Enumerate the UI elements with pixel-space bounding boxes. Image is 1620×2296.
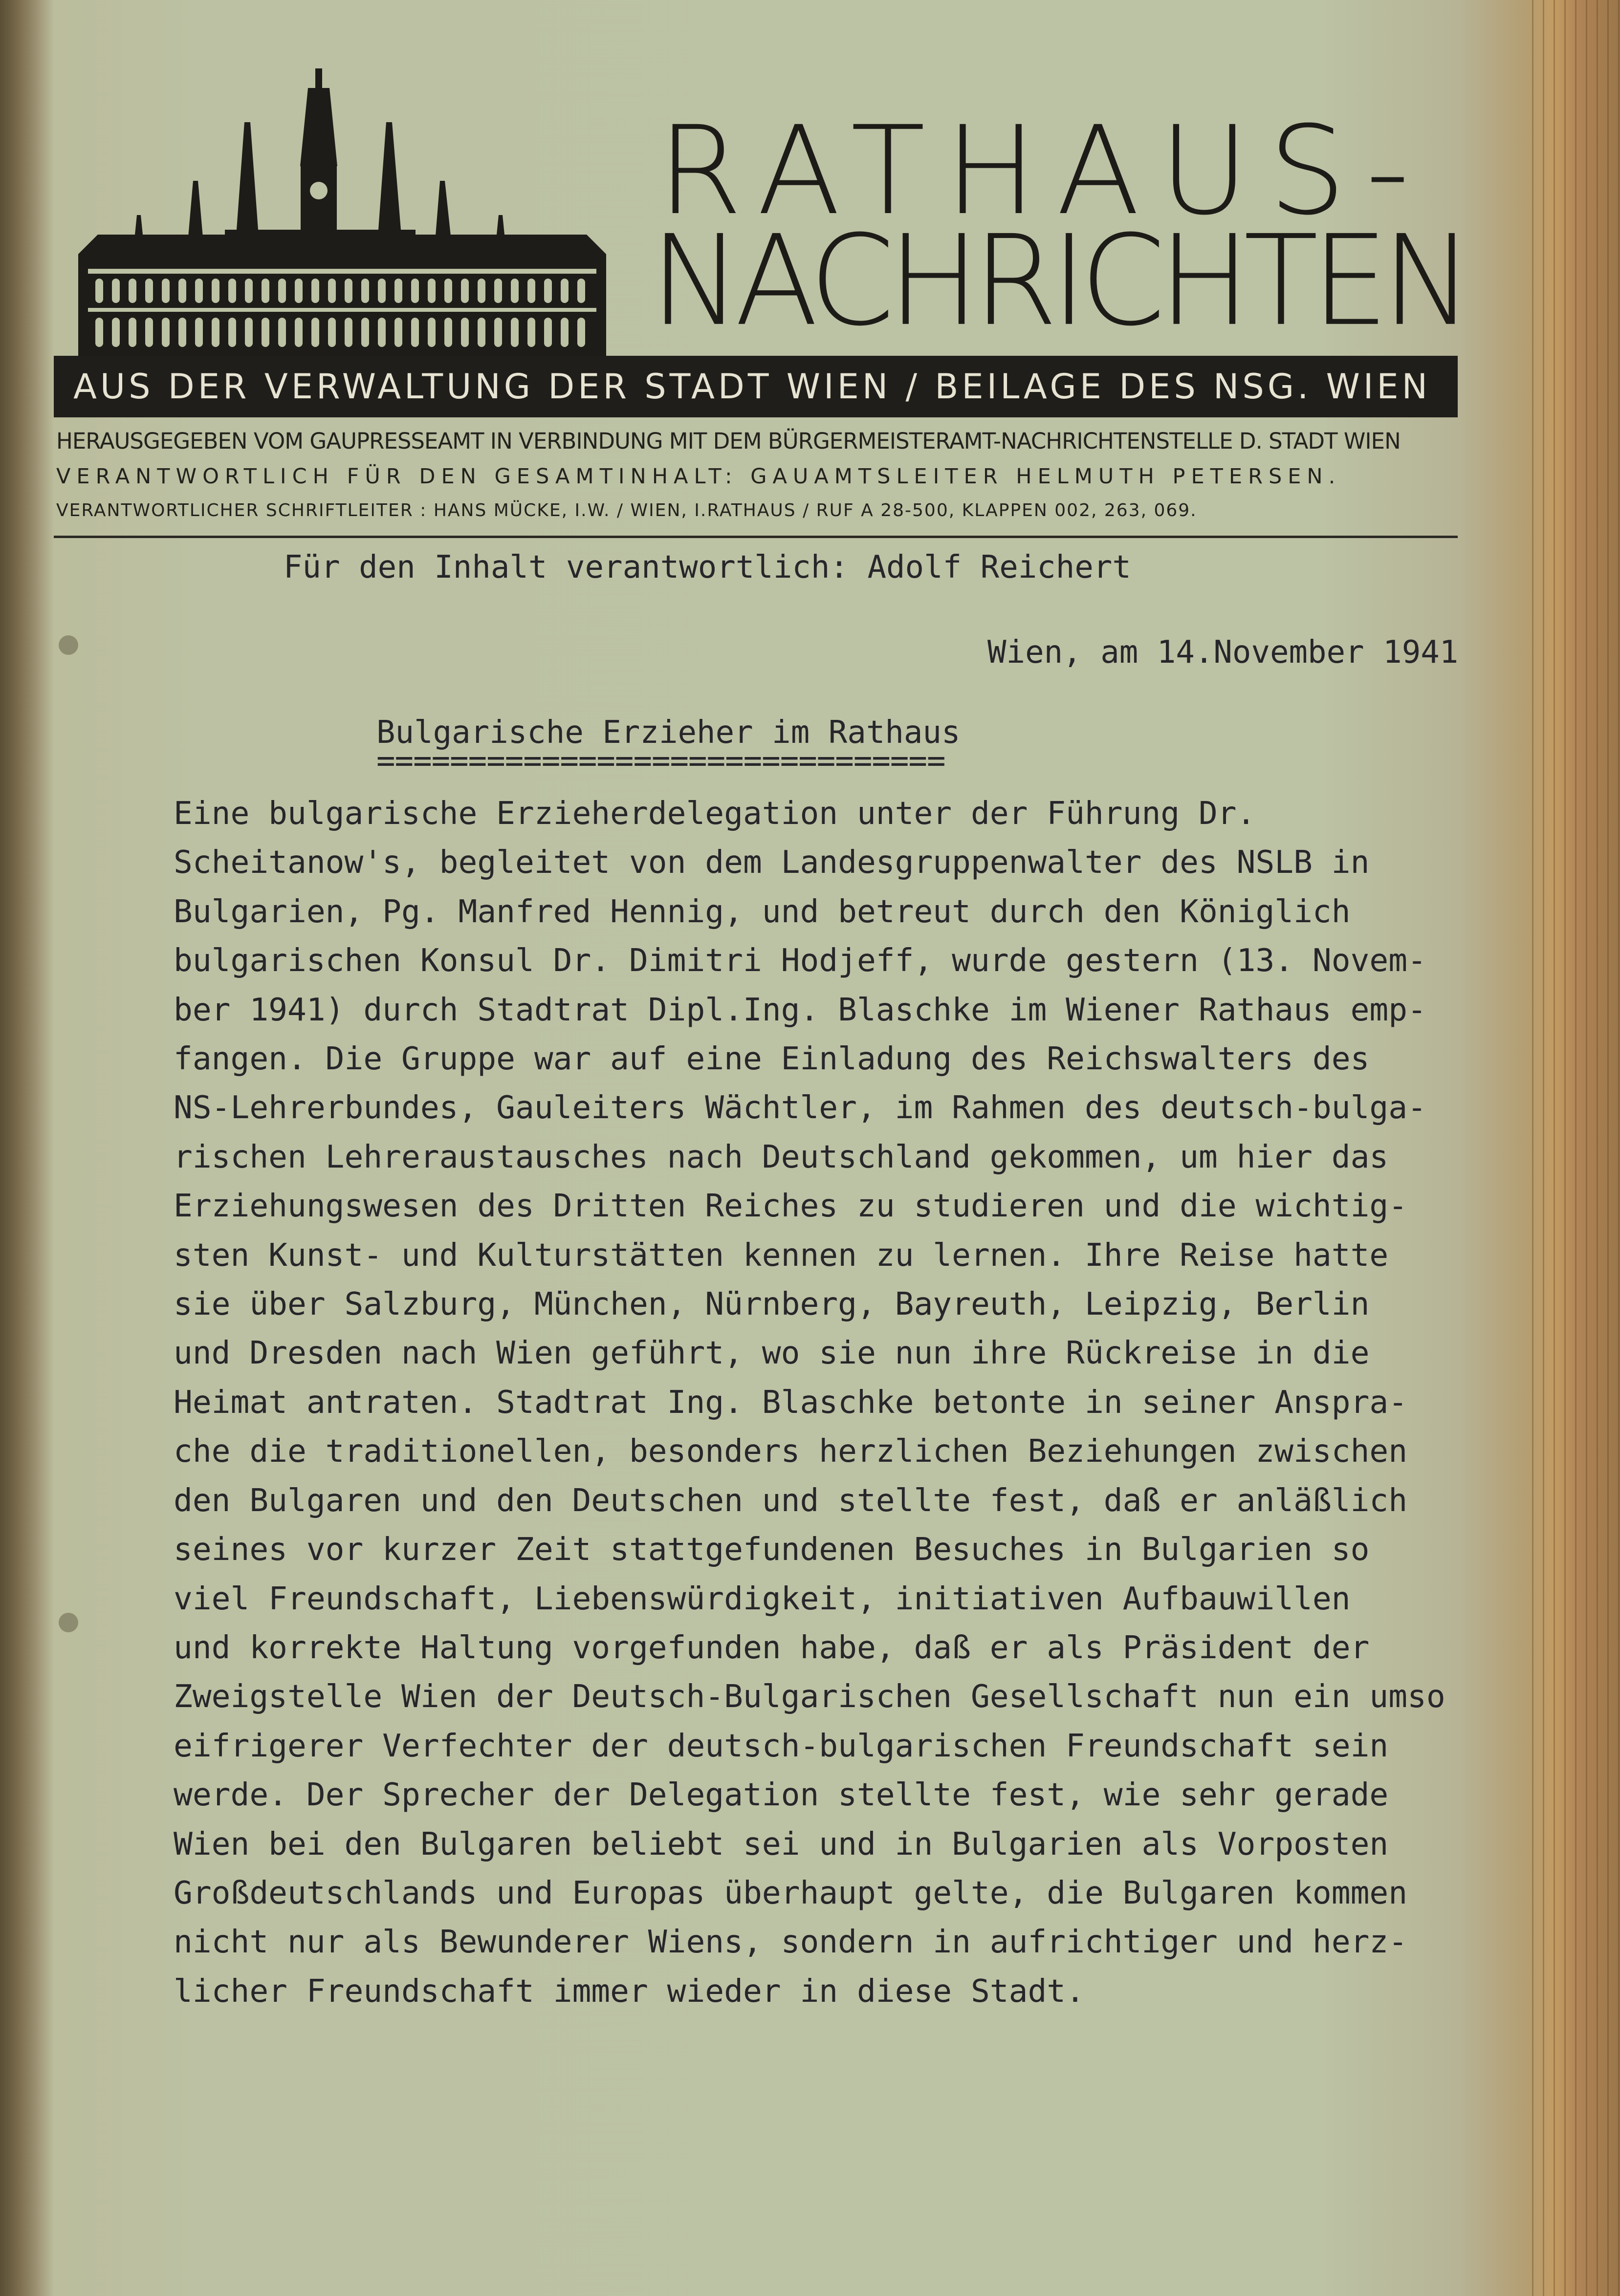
masthead-title-line-1: RATHAUS- bbox=[657, 100, 1429, 242]
article-headline: Bulgarische Erzieher im Rathaus bbox=[376, 715, 961, 751]
imprint-responsible: VERANTWORTLICH FÜR DEN GESAMTINHALT: GAUAMTSLEITER HELMUTH PETERSEN. bbox=[56, 464, 1341, 489]
punch-mark bbox=[59, 1613, 78, 1632]
responsible-line: Für den Inhalt verantwortlich: Adolf Reichert bbox=[284, 549, 1131, 585]
imprint-editor: VERANTWORTLICHER SCHRIFTLEITER : HANS MÜCKE, I.W. / WIEN, I.RATHAUS / RUF A 28-500, KLAPPEN 002, 263, 069. bbox=[56, 500, 1197, 520]
binding-shadow bbox=[0, 0, 54, 2296]
imprint-publisher: HERAUSGEGEBEN VOM GAUPRESSEAMT IN VERBINDUNG MIT DEM BÜRGERMEISTERAMT-NACHRICHTENSTELLE D. STADT WIEN bbox=[56, 428, 1401, 454]
stacked-page-edges bbox=[1532, 0, 1620, 2296]
masthead-divider bbox=[54, 536, 1458, 538]
headline-underline: =============================== bbox=[376, 743, 945, 779]
dateline: Wien, am 14.November 1941 bbox=[987, 634, 1459, 671]
masthead-title-line-2: NACHRICHTEN bbox=[650, 208, 1467, 353]
article-body: Eine bulgarische Erzieherdelegation unter der Führung Dr. Scheitanow's, begleitet von dem Landesgruppenwalter des NSLB in Bulgarien, Pg. Manfred Hennig, und betreut durch den Königlich bulgarischen Konsul Dr. Dimitri Hodjeff, wurde gestern (13. Novem- ber 1941) durch Stadtrat Dipl.Ing. Blaschke im Wiener Rathaus emp- fangen. Die Gruppe war auf eine Einladung des Reichswalters des NS-Lehrerbundes, Gauleiters Wächtler, im Rahmen des deutsch-bulga- rischen Lehreraustausches nach Deutschland gekommen, um hier das Erziehungswesen des Dritten Reiches zu studieren und die wichtig- sten Kunst- und Kulturstätten kennen zu lernen. Ihre Reise hatte sie über Salzburg, München, Nürnberg, Bayreuth, Leipzig, Berlin und Dresden nach Wien geführt, wo sie nun ihre Rückreise in die Heimat antraten. Stadtrat Ing. Blaschke betonte in seiner Anspra- che die traditionellen, besonders herzlichen Beziehungen zwischen den Bulgaren und den Deutschen und stellte fest, daß er anläßlich seines vor kurzer Zeit stattgefundenen Besuches in Bulgarien so viel Freundschaft, Liebenswürdigkeit, initiativen Aufbauwillen und korrekte Haltung vorgefunden habe, daß er als Präsident der Zweigstelle Wien der Deutsch-Bulgarischen Gesellschaft nun ein umso eifrigerer Verfechter der deutsch-bulgarischen Freundschaft sein werde. Der Sprecher der Delegation stellte fest, wie sehr gerade Wien bei den Bulgaren beliebt sei und in Bulgarien als Vorposten Großdeutschlands und Europas überhaupt gelte, die Bulgaren kommen nicht nur als Bewunderer Wiens, sondern in aufrichtiger und herz- licher Freundschaft immer wieder in diese Stadt. bbox=[174, 795, 1445, 2010]
masthead-banner: AUS DER VERWALTUNG DER STADT WIEN / BEILAGE DES NSG. WIEN bbox=[54, 356, 1458, 417]
city-hall-logo bbox=[78, 68, 606, 357]
punch-mark bbox=[59, 635, 78, 655]
